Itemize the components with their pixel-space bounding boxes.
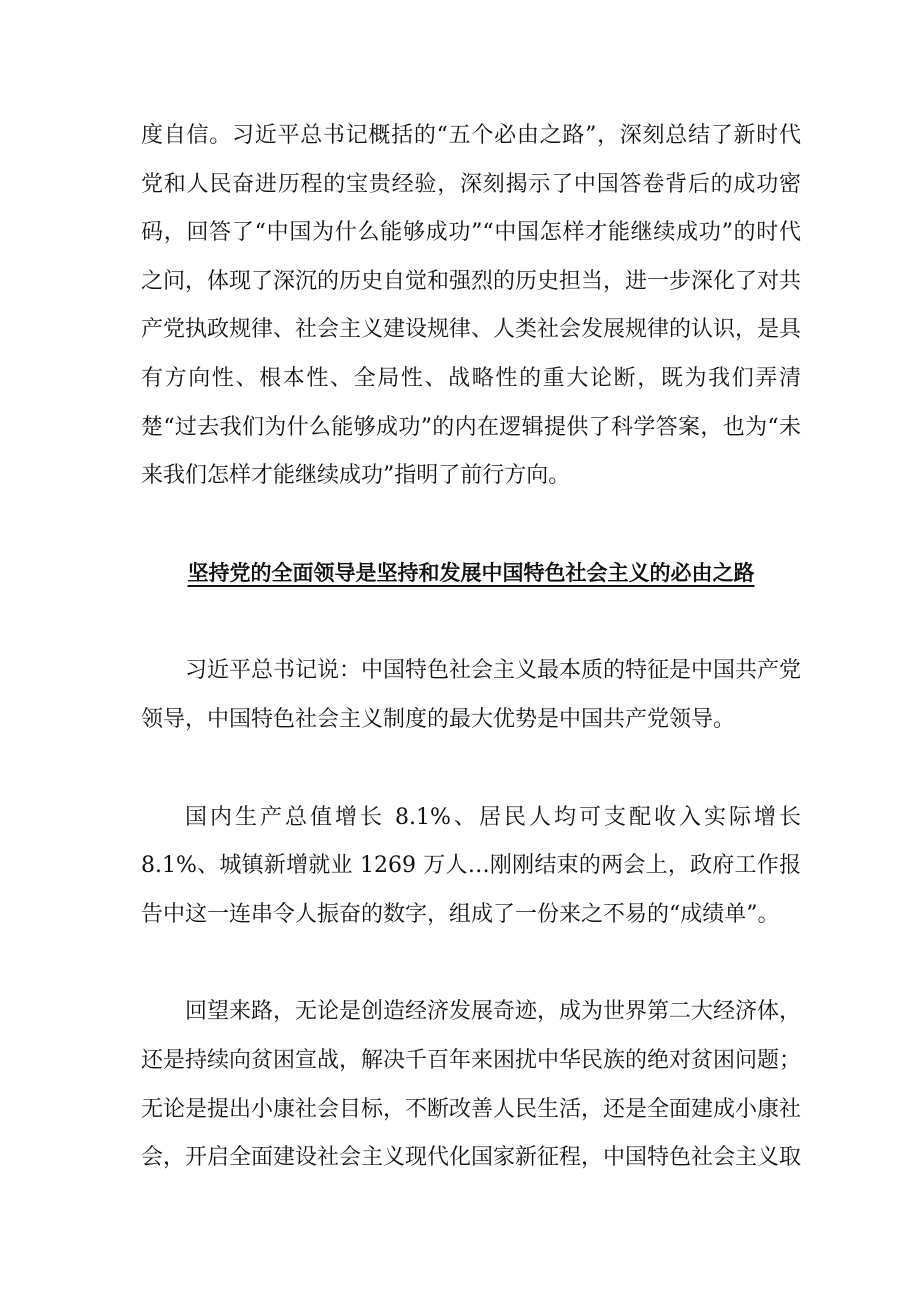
section-heading: 坚持党的全面领导是坚持和发展中国特色社会主义的必由之路 bbox=[187, 559, 755, 585]
spacer bbox=[141, 501, 801, 549]
document-body bbox=[141, 112, 801, 1183]
paragraph-statistics: 国内生产总值增长 8.1%、居民人均可支配收入实际增长 8.1%、城镇新增就业 1269 万人…刚刚结束的两会上，政府工作报告中这一连串令人振奋的数字，组成了一份来之不易的“成绩单”。 bbox=[141, 804, 801, 927]
paragraph-continued: 度自信。习近平总书记概括的“五个必由之路”，深刻总结了新时代党和人民奋进历程的宝贵经验，深刻揭示了中国答卷背后的成功密码，回答了“中国为什么能够成功”“中国怎样才能继续成功”的时代之问，体现了深沉的历史自觉和强烈的历史担当，进一步深化了对共产党执政规律、社会主义建设规律、人类社会发展规律的认识，是具有方向性、根本性、全局性、战略性的重大论断，既为我们弄清楚“过去我们为什么能够成功”的内在逻辑提供了科学答案，也为“未来我们怎样才能继续成功”指明了前行方向。 bbox=[141, 123, 802, 489]
paragraph-quote: 习近平总书记说：中国特色社会主义最本质的特征是中国共产党领导，中国特色社会主义制度的最大优势是中国共产党领导。 bbox=[141, 658, 802, 732]
paragraph-retrospect: 回望来路，无论是创造经济发展奇迹，成为世界第二大经济体，还是持续向贫困宣战，解决千百年来困扰中华民族的绝对贫困问题；无论是提出小康社会目标，不断改善人民生活，还是全面建成小康社会，开启全面建设社会主义现代化国家新征程，中国特色社会主义取 bbox=[141, 999, 802, 1171]
spacer bbox=[141, 745, 801, 794]
spacer bbox=[141, 939, 801, 988]
spacer bbox=[141, 597, 801, 647]
